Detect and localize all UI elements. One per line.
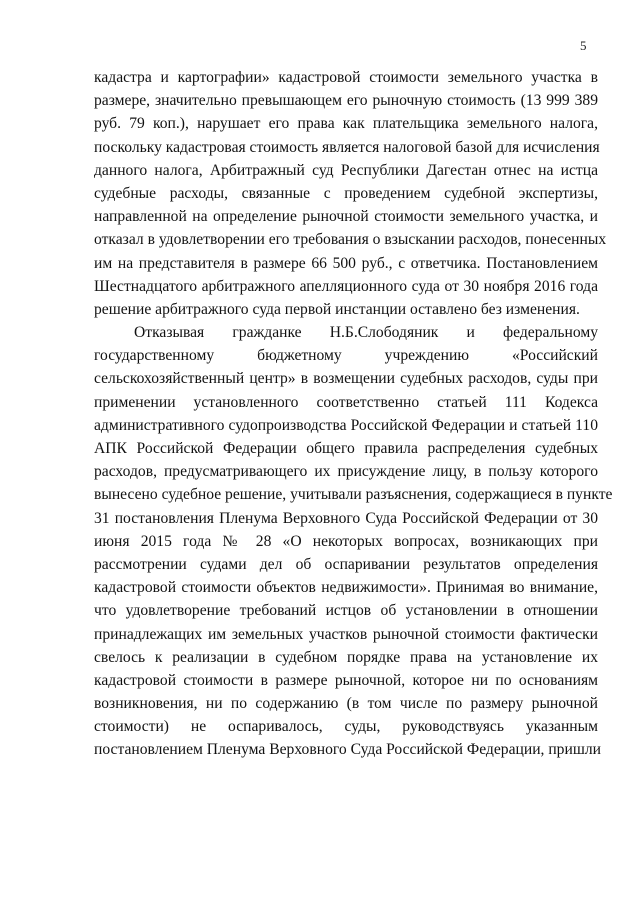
text-line: что удовлетворение требований истцов об установлении в отношении (94, 602, 598, 620)
text-line: июня 2015 года № 28 «О некоторых вопросах, возникающих при (94, 532, 598, 550)
text-line: рассмотрении судами дел об оспаривании результатов определения (94, 555, 598, 573)
text-line: отказал в удовлетворении его требования о взыскании расходов, понесенных (94, 231, 607, 249)
text-line: свелось к реализации в судебном порядке права на установление их (94, 648, 598, 666)
text-line: судебные расходы, связанные с проведением судебной экспертизы, (94, 184, 598, 202)
text-line: сельскохозяйственный центр» в возмещении судебных расходов, суды при (94, 370, 598, 388)
paragraph-end-line: решение арбитражного суда первой инстанции оставлено без изменения. (94, 300, 580, 318)
text-line: применении установленного соответственно статьей 111 Кодекса (94, 393, 598, 411)
text-line: 31 постановления Пленума Верховного Суда Российской Федерации от 30 (94, 509, 598, 527)
text-line: кадастра и картографии» кадастровой стоимости земельного участка в (94, 69, 598, 86)
text-line: административного судопроизводства Российской Федерации и статьей 110 (94, 416, 598, 434)
text-line: постановлением Пленума Верховного Суда Российской Федерации, пришли (94, 741, 601, 759)
text-line: АПК Российской Федерации общего правила распределения судебных (94, 440, 598, 457)
text-line: направленной на определение рыночной стоимости земельного участка, и (94, 208, 598, 226)
paragraph-start-line: Отказывая гражданке Н.Б.Слободяник и федеральному (134, 324, 598, 342)
text-line: расходов, предусматривающего их присуждение лицу, в пользу которого (94, 463, 598, 481)
text-line: возникновения, ни по содержанию (в том числе по размеру рыночной (94, 695, 598, 713)
page-number: 5 (580, 38, 587, 53)
text-line: Шестнадцатого арбитражного апелляционного суда от 30 ноября 2016 года (94, 277, 598, 295)
text-line: поскольку кадастровая стоимость является налоговой базой для исчисления (94, 138, 600, 156)
body-text (94, 66, 613, 762)
text-line: кадастровой стоимости объектов недвижимости». Принимая во внимание, (94, 579, 598, 597)
text-line: стоимости) не оспаривалось, суды, руководствуясь указанным (94, 718, 598, 736)
text-line: кадастровой стоимости в размере рыночной, которое ни по основаниям (94, 671, 598, 689)
text-line: государственному бюджетному учреждению «Российский (94, 347, 598, 365)
text-line: принадлежащих им земельных участков рыночной стоимости фактически (94, 625, 598, 643)
text-line: им на представителя в размере 66 500 руб., с ответчика. Постановлением (94, 254, 598, 272)
text-line: вынесено судебное решение, учитывали разъяснения, содержащиеся в пункте (94, 486, 613, 504)
text-line: размере, значительно превышающем его рыночную стоимость (13 999 389 (94, 92, 598, 110)
text-line: данного налога, Арбитражный суд Республики Дагестан отнес на истца (94, 161, 598, 179)
text-line: руб. 79 коп.), нарушает его права как плательщика земельного налога, (94, 115, 598, 133)
